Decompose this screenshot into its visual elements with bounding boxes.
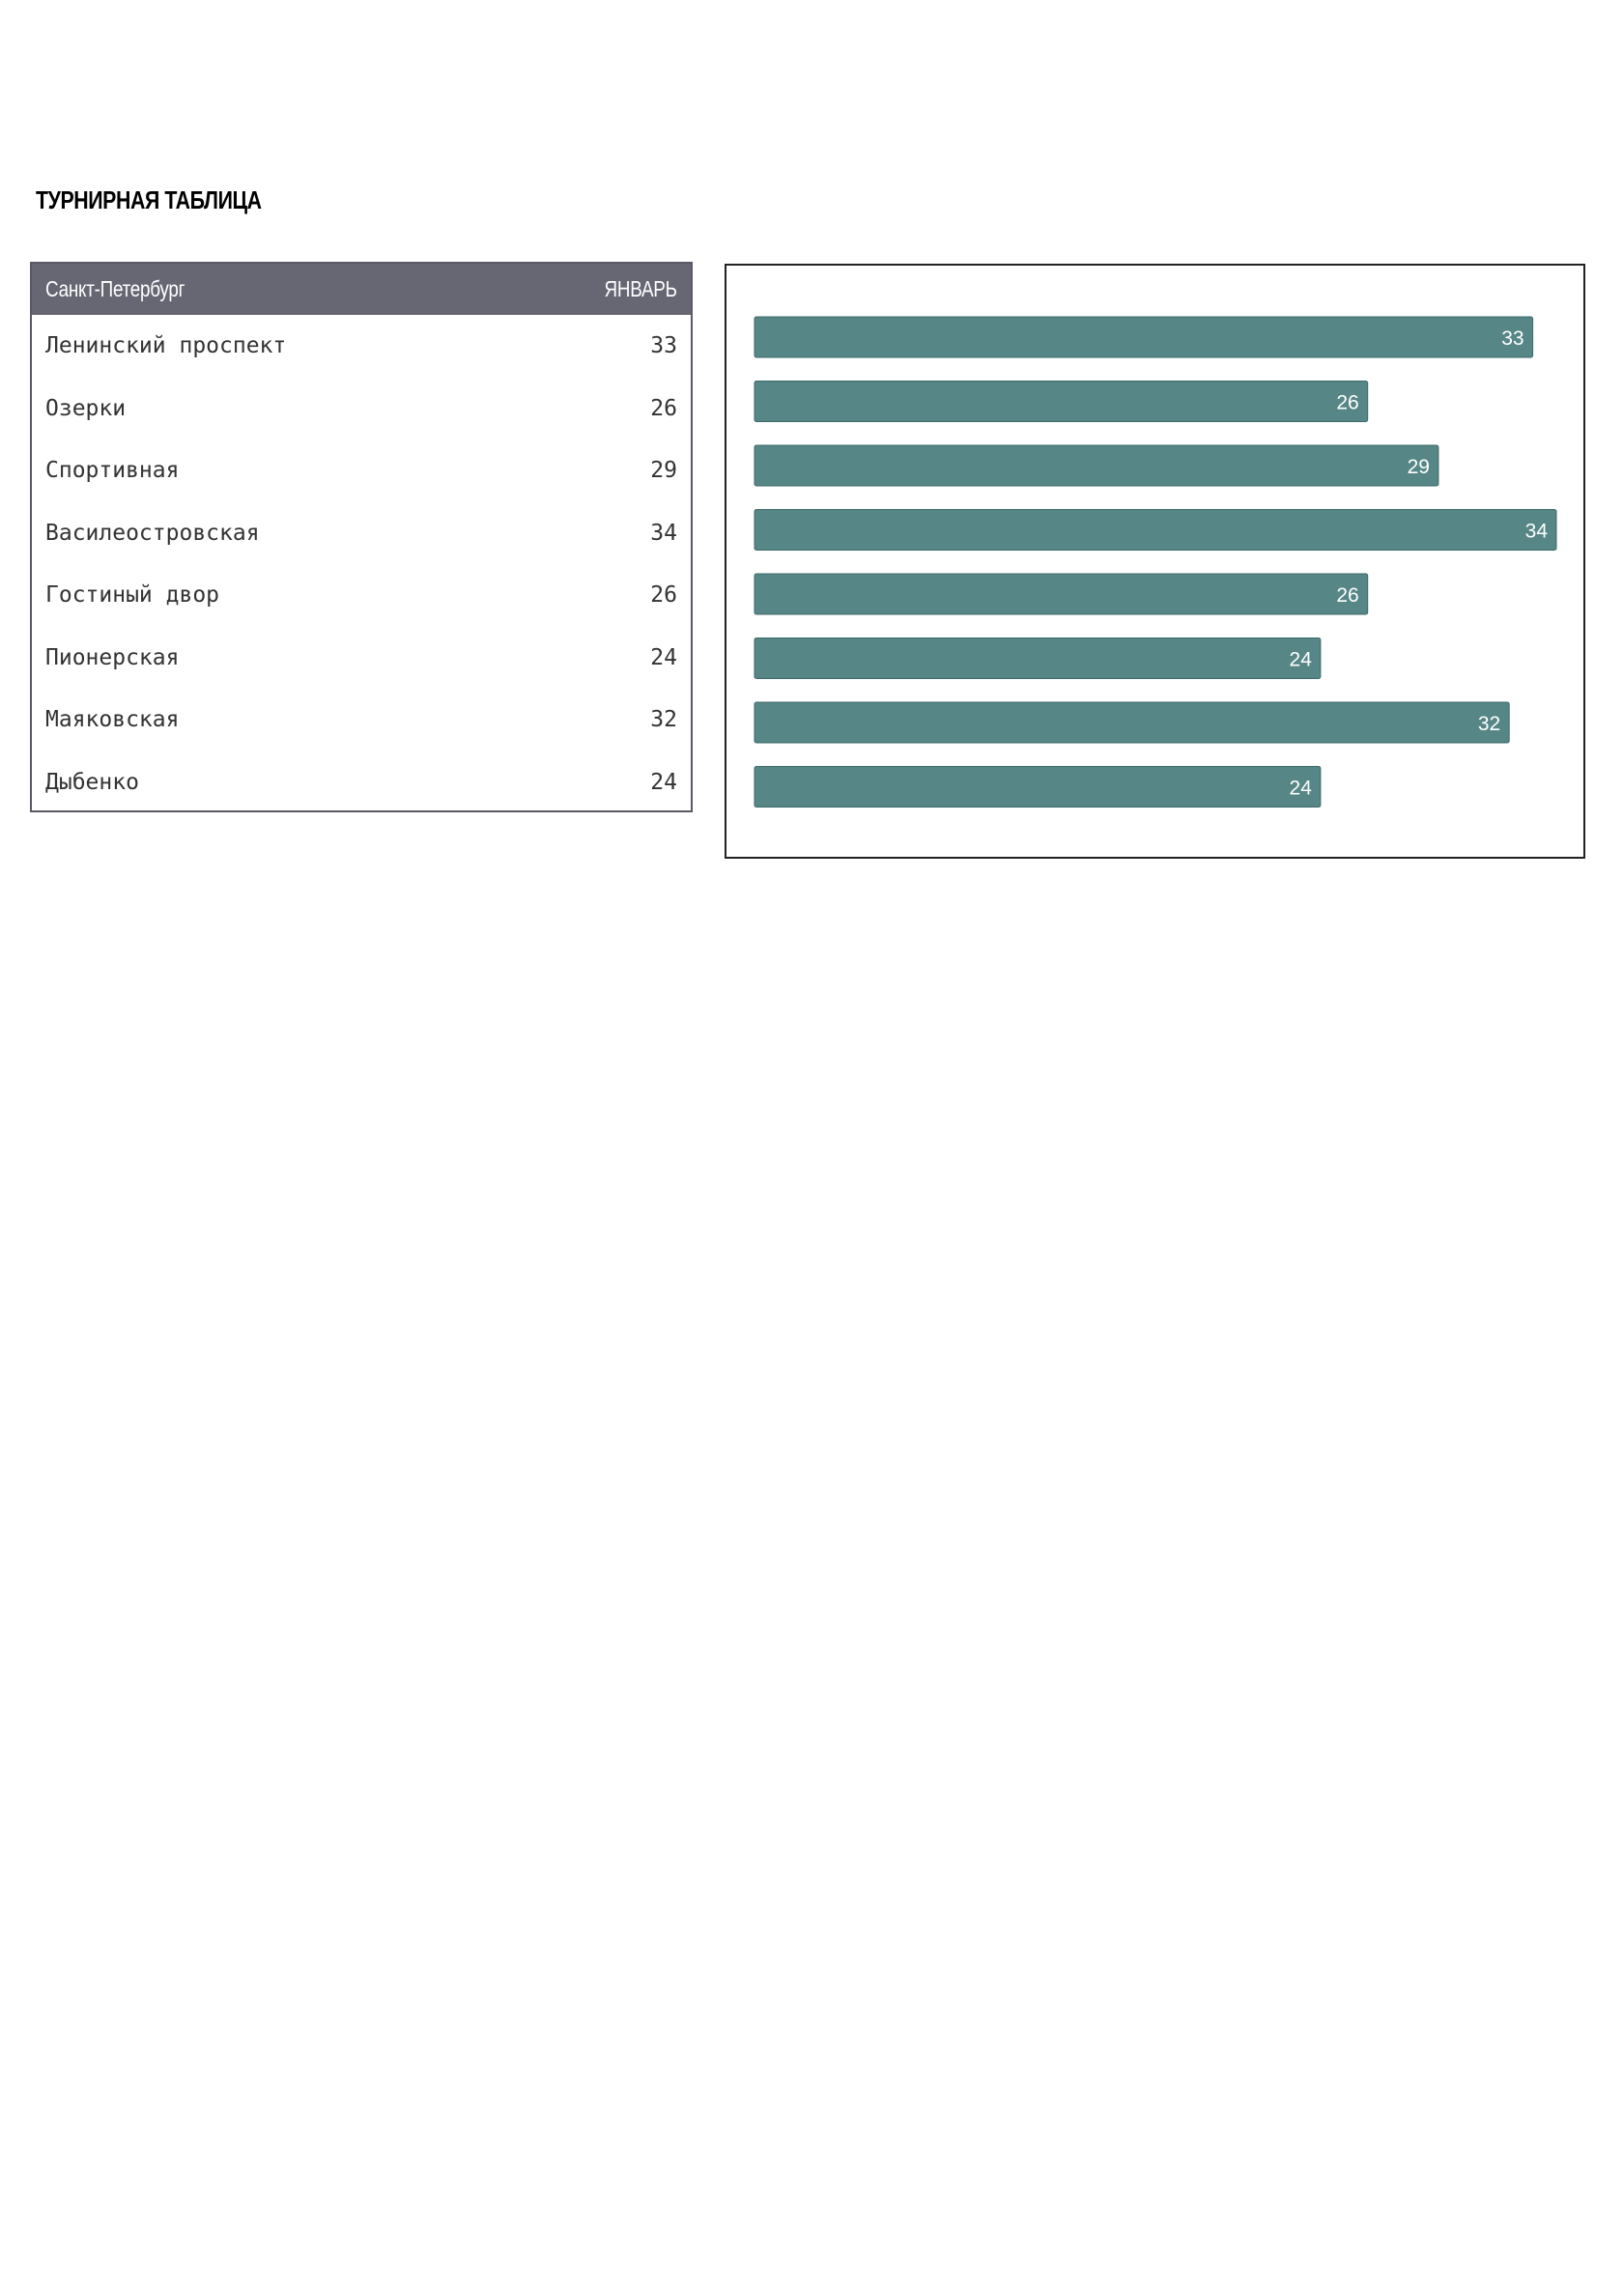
bar-value-label: 24	[1289, 777, 1312, 800]
bar-chart-svg	[726, 266, 1583, 857]
bar-6	[755, 702, 1509, 743]
bar-1	[755, 382, 1368, 422]
row-value: 34	[650, 520, 677, 546]
row-station-name: Маяковская	[45, 707, 180, 733]
row-station-name: Ленинский проспект	[45, 333, 287, 359]
table-header-city: Санкт-Петербург	[45, 276, 185, 301]
table-row	[32, 751, 691, 814]
table-row	[32, 439, 691, 502]
bar-3	[755, 510, 1556, 551]
row-station-name: Озерки	[45, 395, 127, 421]
row-value: 26	[650, 582, 677, 609]
table-body	[32, 315, 691, 813]
league-table	[30, 262, 693, 812]
bar-value-label: 34	[1524, 520, 1548, 543]
bar-2	[755, 445, 1438, 486]
row-value: 24	[650, 769, 677, 795]
table-row	[32, 502, 691, 565]
bar-value-label: 29	[1407, 456, 1430, 478]
table-row	[32, 378, 691, 440]
table-row	[32, 689, 691, 751]
bar-5	[755, 638, 1321, 679]
table-row	[32, 627, 691, 690]
row-value: 33	[650, 333, 677, 359]
bar-4	[755, 574, 1368, 614]
page-title: ТУРНИРНАЯ ТАБЛИЦА	[36, 185, 262, 214]
row-value: 26	[650, 395, 677, 421]
row-station-name: Дыбенко	[45, 769, 139, 795]
bar-value-label: 26	[1336, 391, 1359, 414]
row-station-name: Гостиный двор	[45, 582, 220, 609]
row-value: 32	[650, 707, 677, 733]
bar-value-label: 33	[1501, 327, 1524, 350]
bar-value-label: 26	[1336, 584, 1359, 607]
row-station-name: Пионерская	[45, 644, 180, 670]
table-header-month: ЯНВАРЬ	[604, 276, 677, 301]
row-value: 24	[650, 644, 677, 670]
bar-value-label: 24	[1289, 648, 1312, 671]
row-station-name: Василеостровская	[45, 520, 260, 546]
row-station-name: Спортивная	[45, 458, 180, 484]
bar-chart	[725, 264, 1585, 859]
table-header	[32, 264, 691, 315]
table-row	[32, 564, 691, 627]
bar-7	[755, 767, 1321, 808]
bar-value-label: 32	[1477, 713, 1501, 735]
bar-0	[755, 317, 1533, 357]
row-value: 29	[650, 458, 677, 484]
table-row	[32, 315, 691, 378]
